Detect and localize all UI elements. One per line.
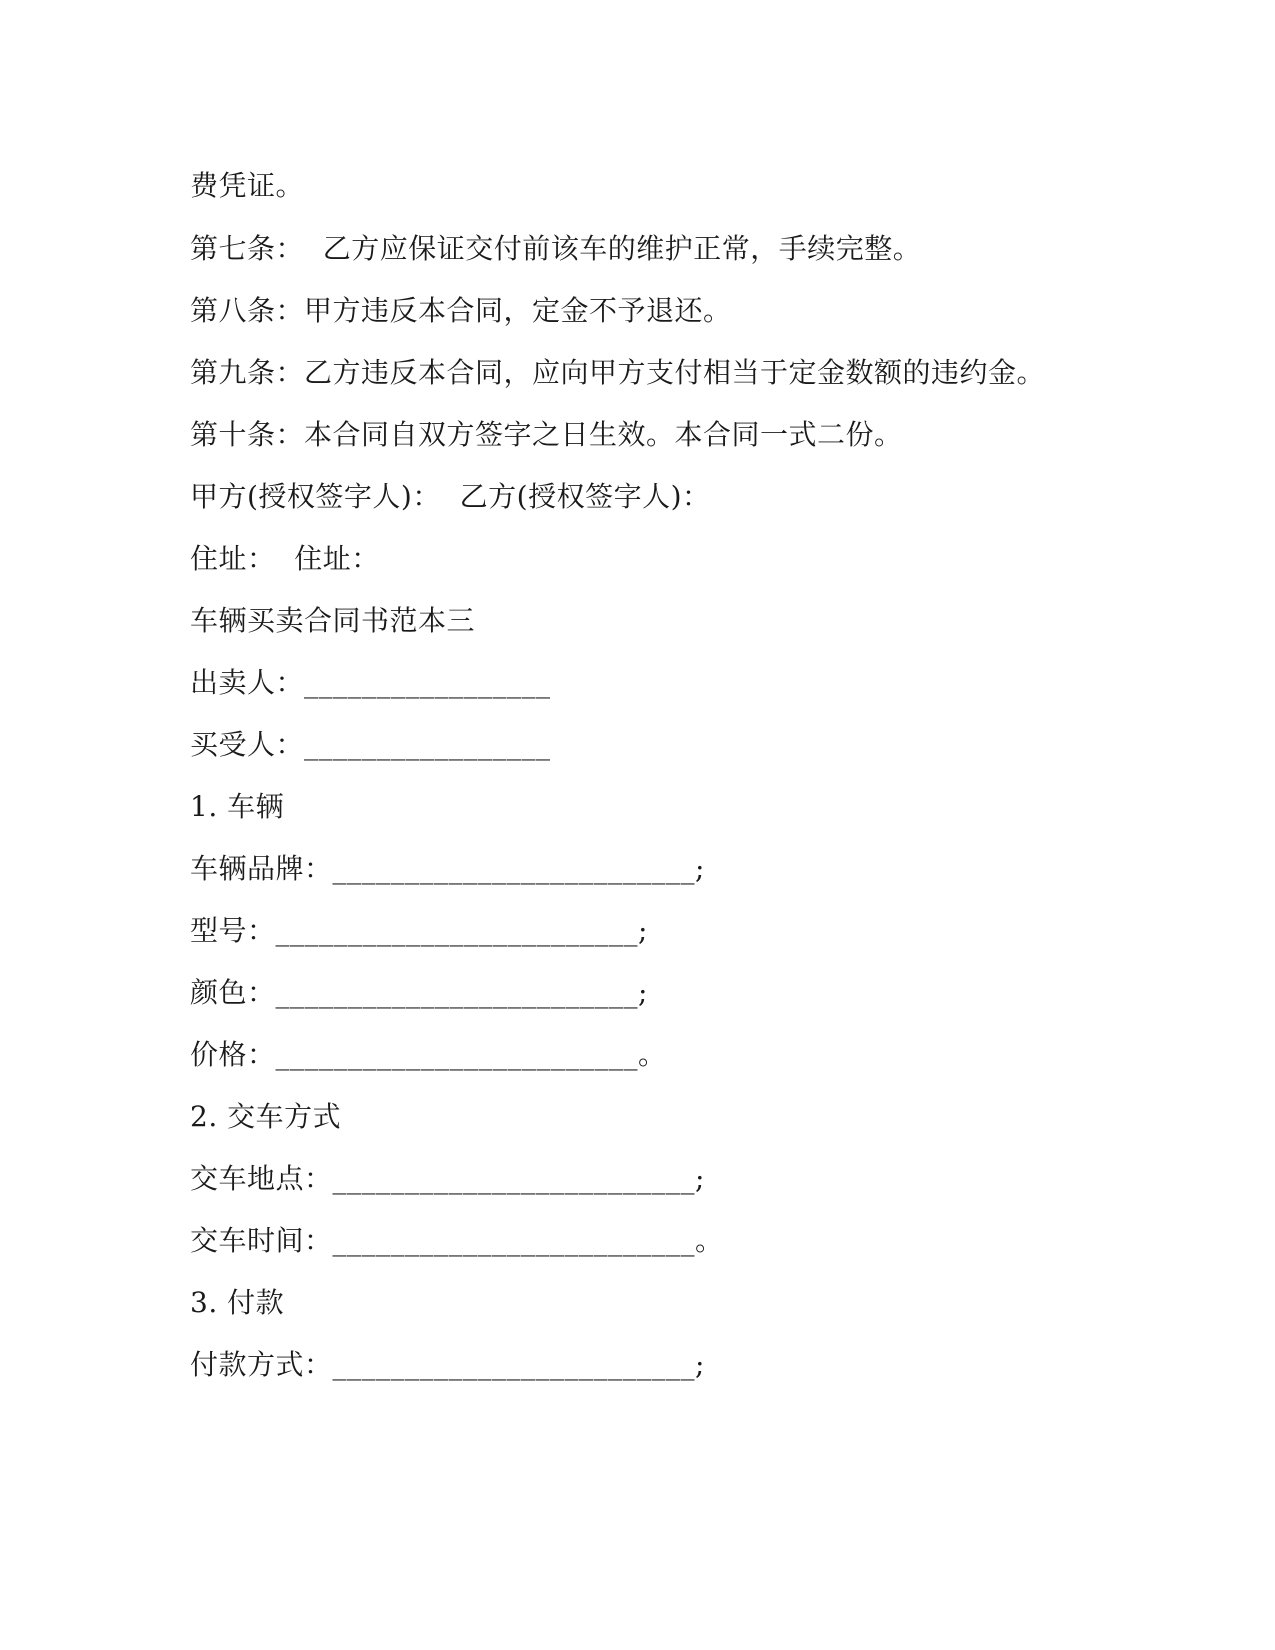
buyer-field: 买受人：_________________ (190, 728, 551, 761)
vehicle-model-field: 型号：_________________________; (190, 914, 648, 947)
article-7: 第七条： 乙方应保证交付前该车的维护正常，手续完整。 (190, 232, 922, 265)
vehicle-price-field: 价格：_________________________。 (190, 1038, 667, 1071)
article-8: 第八条：甲方违反本合同，定金不予退还。 (190, 294, 732, 327)
seller-field: 出卖人：_________________ (190, 666, 551, 699)
payment-method-field: 付款方式：_________________________; (190, 1348, 705, 1381)
delivery-time-field: 交车时间：_________________________。 (190, 1224, 724, 1257)
delivery-place-field: 交车地点：_________________________; (190, 1162, 705, 1195)
vehicle-color-field: 颜色：_________________________; (190, 976, 648, 1009)
section-title: 车辆买卖合同书范本三 (190, 604, 476, 637)
address-line: 住址： 住址： (190, 542, 380, 575)
article-9: 第九条：乙方违反本合同，应向甲方支付相当于定金数额的违约金。 (190, 356, 1046, 389)
signatories-line: 甲方(授权签字人)： 乙方(授权签字人)： (190, 480, 711, 513)
heading-payment: 3. 付款 (190, 1286, 285, 1319)
heading-delivery: 2. 交车方式 (190, 1100, 342, 1133)
heading-vehicle: 1. 车辆 (190, 790, 285, 823)
article-10: 第十条：本合同自双方签字之日生效。本合同一式二份。 (190, 418, 903, 451)
vehicle-brand-field: 车辆品牌：_________________________; (190, 852, 705, 885)
text-line-continuation: 费凭证。 (190, 169, 305, 202)
